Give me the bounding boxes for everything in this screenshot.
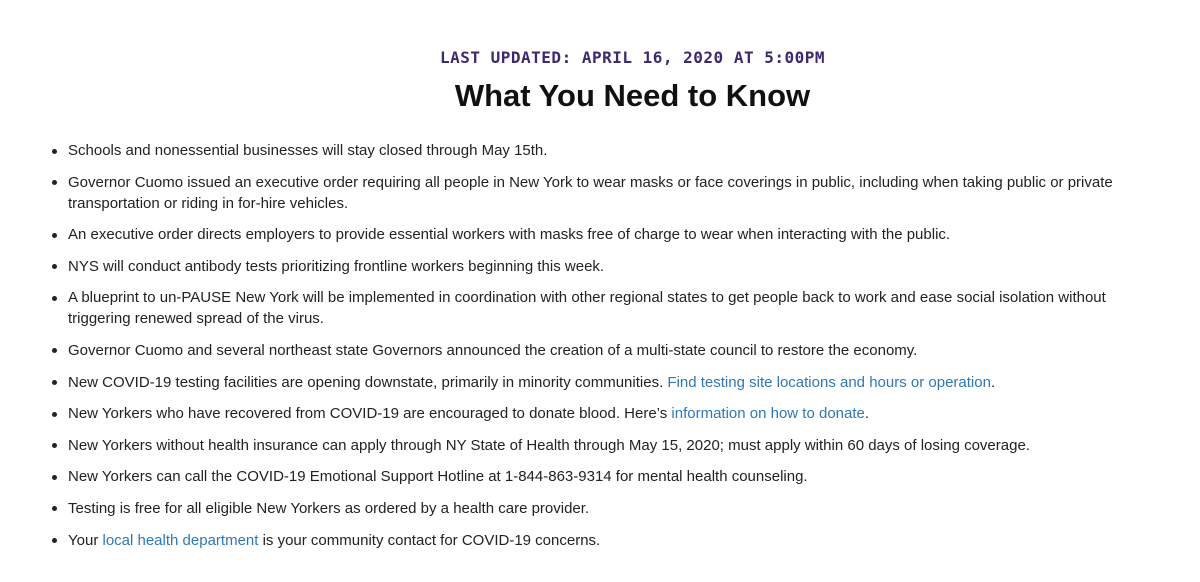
- item-text-suffix: .: [990, 373, 996, 391]
- list-item-employer-masks: [48, 224, 1168, 245]
- item-text: Governor Cuomo and several northeast state Governors announced the creation of a multi-state council to restore the economy.: [68, 341, 918, 359]
- info-list: [48, 140, 1168, 561]
- list-item-multistate-council: [48, 340, 1168, 361]
- item-text: A blueprint to un-PAUSE New York will be implemented in coordination with other regional states to get people back to work and ease social isolation without triggering renewed spread of the virus.: [68, 289, 1106, 328]
- bullet-icon: [52, 380, 57, 385]
- bullet-icon: [52, 412, 57, 417]
- bullet-icon: [52, 233, 57, 238]
- item-text: Testing is free for all eligible New Yorkers as ordered by a health care provider.: [68, 499, 590, 517]
- item-text-suffix: .: [864, 405, 870, 423]
- bullet-icon: [52, 475, 57, 480]
- list-item-unpause-blueprint: [48, 287, 1168, 329]
- list-item-schools-closed: [48, 140, 1168, 161]
- list-item-health-insurance: [48, 435, 1168, 456]
- bullet-icon: [52, 538, 57, 543]
- item-text: Your: [68, 531, 103, 549]
- list-item-local-health-dept: [48, 530, 1168, 551]
- page-title: What You Need to Know: [454, 78, 811, 113]
- last-updated-label: LAST UPDATED: APRIL 16, 2020 AT 5:00PM: [439, 48, 826, 67]
- list-item-free-testing: [48, 498, 1168, 519]
- list-item-donate-blood: [48, 403, 1168, 424]
- bullet-icon: [52, 180, 57, 185]
- donate-info-link[interactable]: information on how to donate: [671, 405, 865, 423]
- item-text: Schools and nonessential businesses will stay closed through May 15th.: [68, 142, 548, 159]
- item-text: New COVID-19 testing facilities are opening downstate, primarily in minority communities.: [68, 373, 668, 391]
- item-text: NYS will conduct antibody tests prioritizing frontline workers beginning this week.: [68, 257, 605, 275]
- item-text: An executive order directs employers to provide essential workers with masks free of charge to wear when interacting with the public.: [68, 226, 951, 244]
- item-text: New Yorkers who have recovered from COVID-19 are encouraged to donate blood. Here’s: [68, 405, 672, 423]
- bullet-icon: [52, 443, 57, 448]
- local-health-department-link[interactable]: local health department: [102, 531, 259, 549]
- item-text: New Yorkers can call the COVID-19 Emotional Support Hotline at 1-844-863-9314 for mental health counseling.: [68, 468, 808, 486]
- list-item-mask-order: [48, 172, 1168, 214]
- bullet-icon: [52, 506, 57, 511]
- item-text: Governor Cuomo issued an executive order requiring all people in New York to wear masks or face coverings in public, including when taking public or private transportation or riding in for-hire vehicles.: [68, 173, 1113, 212]
- bullet-icon: [52, 149, 57, 154]
- bullet-icon: [52, 264, 57, 269]
- bullet-icon: [52, 296, 57, 301]
- list-item-antibody-tests: [48, 256, 1168, 277]
- list-item-support-hotline: [48, 466, 1168, 487]
- item-text-suffix: is your community contact for COVID-19 concerns.: [258, 531, 601, 549]
- list-item-testing-facilities: [48, 372, 1168, 393]
- bullet-icon: [52, 348, 57, 353]
- item-text: New Yorkers without health insurance can apply through NY State of Health through May 15, 2020; must apply within 60 days of losing coverage.: [68, 436, 1030, 454]
- testing-sites-link[interactable]: Find testing site locations and hours or operation: [667, 373, 991, 391]
